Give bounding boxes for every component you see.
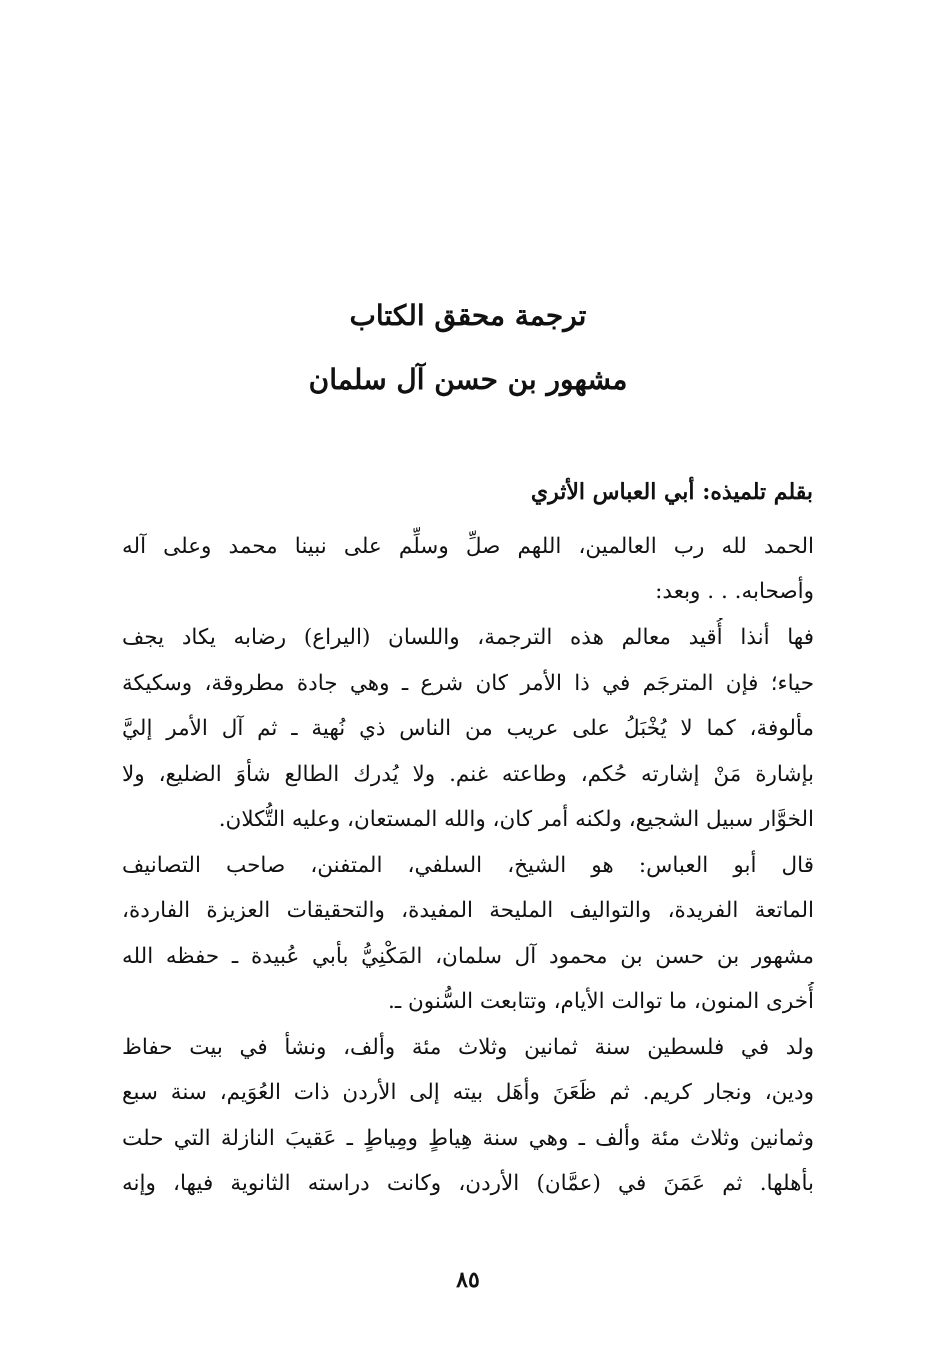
text-line: مألوفة، كما لا يُخْبَلُ على عريب من الناس ذي نُهية ـ ثم آل الأمر إليَّ bbox=[122, 716, 814, 741]
text-line: مشهور بن حسن بن محمود آل سلمان، المَكْنِيُّ بأبي عُبيدة ـ حفظه الله bbox=[122, 944, 814, 969]
text-line: الماتعة الفريدة، والتواليف المليحة المفيدة، والتحقيقات العزيزة الفاردة، bbox=[122, 898, 814, 923]
text-line: قال أبو العباس: هو الشيخ، السلفي، المتفنن، صاحب التصانيف bbox=[122, 853, 814, 878]
author-byline: بقلم تلميذه: أبي العباس الأثري bbox=[530, 479, 813, 505]
text-line: الخوَّار سبيل الشجيع، ولكنه أمر كان، والله المستعان، وعليه التُّكلان. bbox=[218, 807, 814, 832]
text-line: بأهلها. ثم عَمَنَ في (عمَّان) الأردن، وكانت دراسته الثانوية فيها، وإنه bbox=[122, 1171, 814, 1196]
text-line: فها أنذا أُقيد معالم هذه الترجمة، واللسان (اليراع) رضابه يكاد يجف bbox=[122, 625, 814, 650]
text-line: ودين، ونجار كريم. ثم ظَعَنَ وأهَل بيته إلى الأردن ذات العُوَيم، سنة سبع bbox=[122, 1080, 814, 1105]
page-number: ٨٥ bbox=[456, 1267, 480, 1293]
page-subtitle: مشهور بن حسن آل سلمان bbox=[308, 363, 628, 396]
text-line: أُخرى المنون، ما توالت الأيام، وتتابعت السُّنون ـ. bbox=[388, 989, 814, 1014]
page-title: ترجمة محقق الكتاب bbox=[349, 299, 587, 332]
text-line: حياء؛ فإن المترجَم في ذا الأمر كان شرع ـ وهي جادة مطروقة، وسكيكة bbox=[122, 671, 814, 696]
text-line: الحمد لله رب العالمين، اللهم صلِّ وسلِّم على نبينا محمد وعلى آله bbox=[122, 534, 814, 559]
text-line: ولد في فلسطين سنة ثمانين وثلاث مئة وألف، ونشأ في بيت حفاظ bbox=[122, 1035, 814, 1060]
text-line: وأصحابه. . . وبعد: bbox=[655, 579, 814, 604]
text-line: بإشارة مَنْ إشارته حُكم، وطاعته غنم. ولا يُدرك الطالع شأوَ الضليع، ولا bbox=[122, 762, 814, 787]
text-line: وثمانين وثلاث مئة وألف ـ وهي سنة هِياطٍ ومِياطٍ ـ عَقيبَ النازلة التي حلت bbox=[122, 1126, 814, 1151]
